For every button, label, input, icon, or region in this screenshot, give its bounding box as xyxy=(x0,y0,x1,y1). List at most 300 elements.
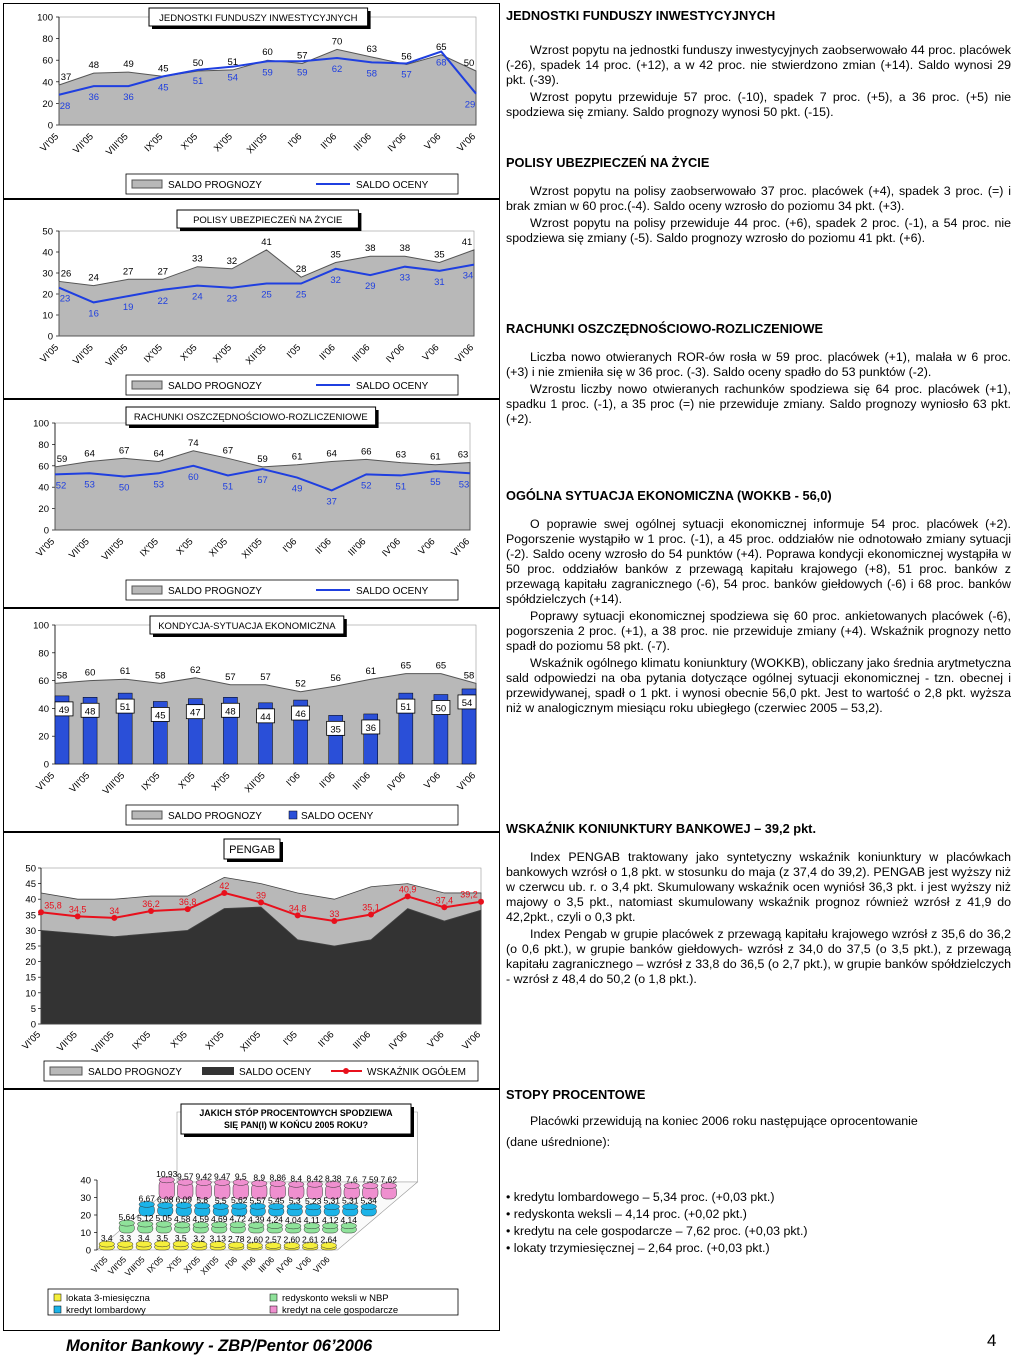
data-label-prognoza: 49 xyxy=(123,59,134,71)
list-item: • kredytu lombardowego – 5,34 proc. (+0,03 pkt.) xyxy=(506,1190,775,1204)
x-tick-label: X'05 xyxy=(168,1029,190,1051)
data-label-rate: 2,61 xyxy=(301,1234,319,1245)
data-label-rate: 2,60 xyxy=(246,1234,264,1245)
x-tick-label: VI'06 xyxy=(311,1254,332,1275)
data-label-prognoza: 57 xyxy=(296,50,308,62)
data-label-ocena: 33 xyxy=(399,272,411,284)
data-label-wskaznik: 36,2 xyxy=(142,899,160,910)
data-label-prognoza: 59 xyxy=(56,453,68,465)
data-label-prognoza: 51 xyxy=(227,56,239,68)
data-label-wskaznik: 35,8 xyxy=(44,900,62,911)
data-label-prognoza: 38 xyxy=(364,243,376,255)
x-tick-label: VII'05 xyxy=(105,1254,129,1277)
x-tick-label: V'06 xyxy=(294,1254,314,1274)
data-label-ocena: 49 xyxy=(58,704,70,716)
x-tick-label: XI'05 xyxy=(209,770,233,794)
data-label-rate: 7,59 xyxy=(361,1174,379,1185)
x-tick-label: II'06 xyxy=(316,1029,337,1050)
x-tick-label: IV'06 xyxy=(385,770,408,794)
legend-swatch-prognozy xyxy=(132,381,162,389)
x-tick-label: XII'05 xyxy=(243,342,269,368)
data-label-ocena: 36 xyxy=(365,722,377,734)
data-label-ocena: 60 xyxy=(188,471,199,483)
data-label-ocena: 51 xyxy=(119,702,131,714)
data-label-prognoza: 45 xyxy=(157,63,169,75)
section-ror xyxy=(506,321,1011,429)
data-label-rate: 4,39 xyxy=(247,1214,265,1225)
data-label-prognoza: 67 xyxy=(222,445,234,457)
legend-label: kredyt na cele gospodarcze xyxy=(282,1305,399,1316)
data-label-rate: 2,57 xyxy=(264,1234,282,1245)
data-label-rate: 8,38 xyxy=(324,1173,342,1184)
data-label-ocena: 68 xyxy=(435,57,447,69)
x-tick-label: V'06 xyxy=(425,1029,447,1051)
x-tick-label: IX'05 xyxy=(142,131,166,155)
y-tick-label: 0 xyxy=(43,525,49,537)
data-label-rate: 3,4 xyxy=(137,1233,150,1244)
legend-label: SALDO OCENY xyxy=(356,180,429,191)
chart-title: POLISY UBEZPIECZEŃ NA ŻYCIE xyxy=(193,215,343,226)
x-tick-label: VI'05 xyxy=(89,1254,110,1275)
y-tick-label: 15 xyxy=(25,972,36,984)
data-label-prognoza: 64 xyxy=(153,448,165,460)
y-tick-label: 40 xyxy=(42,77,53,89)
x-tick-label: IX'05 xyxy=(130,1029,154,1053)
x-tick-label: III'06 xyxy=(346,536,369,559)
list-item: • redyskonta weksli – 4,14 proc. (+0,02 pkt.) xyxy=(506,1207,747,1221)
legend-swatch-prognozy xyxy=(132,811,162,819)
section-ogolna xyxy=(506,488,1011,718)
data-label-ocena: 62 xyxy=(331,64,343,76)
data-label-ocena: 23 xyxy=(59,293,71,305)
data-label-rate: 8,9 xyxy=(253,1172,266,1183)
x-tick-label: I'06 xyxy=(280,536,300,555)
x-tick-label: I'06 xyxy=(284,770,303,789)
data-label-ocena: 54 xyxy=(227,72,239,84)
x-tick-label: VIII'05 xyxy=(104,131,131,158)
legend-label: SALDO PROGNOZY xyxy=(168,180,262,191)
paragraph: Placówki przewidują na koniec 2006 roku następujące oprocentowanie xyxy=(530,1114,918,1128)
x-tick-label: IX'05 xyxy=(139,770,163,794)
data-label-ocena: 49 xyxy=(291,483,303,495)
x-tick-label: XII'05 xyxy=(242,770,268,796)
y-tick-label: 80 xyxy=(38,648,49,660)
data-label-ocena: 19 xyxy=(122,302,134,314)
data-label-rate: 5,05 xyxy=(155,1213,173,1224)
y-tick-label: 100 xyxy=(33,418,49,430)
data-label-rate: 4,11 xyxy=(303,1214,320,1225)
data-label-wskaznik: 34,5 xyxy=(68,904,87,915)
data-label-ocena: 51 xyxy=(400,702,412,714)
data-label-wskaznik: 39,2 xyxy=(460,889,478,900)
y-tick-label: 30 xyxy=(42,268,53,280)
y-tick-label: 50 xyxy=(25,863,36,875)
data-label-ocena: 52 xyxy=(55,480,67,492)
data-label-rate: 5,8 xyxy=(196,1194,209,1205)
data-label-ocena: 50 xyxy=(435,703,447,715)
y-tick-label: 40 xyxy=(42,247,53,259)
x-tick-label: I'06 xyxy=(285,131,305,150)
x-tick-label: VII'05 xyxy=(67,770,93,796)
x-tick-label: VI'06 xyxy=(453,342,477,366)
section-title: STOPY PROCENTOWE xyxy=(506,1087,646,1102)
section-stopy xyxy=(506,1087,1011,1258)
data-label-prognoza: 57 xyxy=(225,671,236,683)
chart-title: PENGAB xyxy=(229,844,275,856)
data-label-wskaznik: 34 xyxy=(109,905,120,916)
paragraph: Index Pengab w grupie placówek z przewagą kapitału krajowego wzrósł z 35,6 do 36,2 (o 0,6 pkt.), w grupie banków giełdowych- wzrósł z 34,0 do 37,5 (o 3,5 pkt.), z przewagą kapitału zagranicznego – wzrósł z 33,8 do 36,5 (o 2,7 pkt.), w grupie banków spółdzielczych - wzrósł z 48,4 do 50,2 (o 1,8 pkt.). xyxy=(506,927,1011,986)
y-tick-label: 0 xyxy=(43,759,49,771)
y-tick-label: 20 xyxy=(42,289,53,301)
x-tick-label: V'06 xyxy=(422,770,444,792)
x-tick-label: VI'05 xyxy=(34,770,58,794)
data-label-ocena: 22 xyxy=(157,295,169,307)
data-label-rate: 9,57 xyxy=(176,1171,194,1182)
data-label-wskaznik: 40,9 xyxy=(398,884,417,895)
paragraph: Poprawy sytuacji ekonomicznej spodziewa się 60 proc. ankietowanych placówek (-6), pogorszenia 2 proc. (+1), a 38 proc. nie przewiduje zmiany (+4). Wskaźnik prognozy netto spadł do poziomu 58 pkt. (-7). xyxy=(506,609,1011,653)
data-label-ocena: 31 xyxy=(434,276,445,288)
chart-panel-rates xyxy=(3,1089,500,1331)
data-label-wskaznik: 35,1 xyxy=(362,902,380,913)
data-label-ocena: 57 xyxy=(401,69,412,81)
data-label-ocena: 53 xyxy=(84,479,95,491)
y-tick-label: 0 xyxy=(85,1245,91,1257)
x-tick-label: VIII'05 xyxy=(89,1029,117,1056)
data-label-prognoza: 58 xyxy=(154,670,166,682)
data-label-ocena: 36 xyxy=(123,92,134,104)
wskaznik-point xyxy=(38,909,44,915)
data-label-ocena: 55 xyxy=(430,477,441,489)
data-label-prognoza: 50 xyxy=(463,58,475,69)
y-tick-label: 40 xyxy=(25,894,36,906)
data-label-rate: 4,72 xyxy=(229,1213,247,1224)
data-label-rate: 4,04 xyxy=(284,1214,302,1225)
data-label-prognoza: 64 xyxy=(326,448,337,460)
x-tick-label: IV'06 xyxy=(386,1029,410,1053)
data-label-wskaznik: 37,4 xyxy=(435,895,454,906)
x-tick-label: VI'05 xyxy=(38,342,62,366)
x-tick-label: XII'05 xyxy=(238,1029,264,1055)
data-label-ocena: 48 xyxy=(225,706,236,718)
data-label-rate: 9,47 xyxy=(213,1171,231,1182)
x-tick-label: V'06 xyxy=(420,342,442,364)
data-label-rate: 2,78 xyxy=(227,1234,245,1245)
legend-swatch-prognozy xyxy=(132,180,162,188)
x-tick-label: VII'05 xyxy=(66,536,92,562)
data-label-prognoza: 60 xyxy=(84,667,96,679)
x-tick-label: X'05 xyxy=(179,131,201,153)
data-label-prognoza: 61 xyxy=(291,451,303,463)
x-tick-label: VIII'05 xyxy=(100,770,128,797)
data-label-rate: 7,6 xyxy=(345,1174,358,1185)
data-label-prognoza: 58 xyxy=(56,670,68,682)
section-title: OGÓLNA SYTUACJA EKONOMICZNA (WOKKB - 56,0) xyxy=(506,488,832,503)
data-label-prognoza: 64 xyxy=(84,448,95,460)
legend-swatch xyxy=(54,1306,61,1313)
y-tick-label: 80 xyxy=(38,439,49,451)
legend-label: SALDO OCENY xyxy=(239,1067,312,1078)
data-label-prognoza: 32 xyxy=(226,255,238,267)
x-tick-label: VI'06 xyxy=(460,1029,484,1053)
section-title: POLISY UBEZPIECZEŃ NA ŻYCIE xyxy=(506,155,710,170)
x-tick-label: VIII'05 xyxy=(99,536,127,563)
y-tick-label: 100 xyxy=(33,620,49,632)
legend-swatch-prognozy xyxy=(132,586,162,594)
y-tick-label: 10 xyxy=(25,988,36,1000)
x-tick-label: IV'06 xyxy=(380,536,403,560)
data-label-rate: 5,31 xyxy=(341,1195,359,1206)
legend-swatch-oceny xyxy=(289,811,297,819)
data-label-ocena: 59 xyxy=(262,67,273,79)
y-tick-label: 100 xyxy=(37,12,53,24)
chart-title: JEDNOSTKI FUNDUSZY INWESTYCYJNYCH xyxy=(159,13,358,24)
data-label-prognoza: 63 xyxy=(366,43,378,55)
x-tick-label: I'05 xyxy=(281,1029,300,1048)
y-tick-label: 0 xyxy=(47,331,53,343)
section-title: WSKAŹNIK KONIUNKTURY BANKOWEJ – 39,2 pkt. xyxy=(506,821,816,836)
y-tick-label: 40 xyxy=(38,703,49,715)
x-tick-label: XII'05 xyxy=(244,131,270,157)
legend-label: SALDO PROGNOZY xyxy=(168,811,262,822)
legend-label: SALDO OCENY xyxy=(301,811,374,822)
wskaznik-point xyxy=(478,899,484,905)
data-label-rate: 7,62 xyxy=(380,1174,398,1185)
x-tick-label: I'06 xyxy=(222,1254,240,1271)
x-tick-label: VI'06 xyxy=(455,770,479,794)
data-label-rate: 2,60 xyxy=(283,1234,301,1245)
legend-label: SALDO PROGNOZY xyxy=(168,586,262,597)
data-label-prognoza: 27 xyxy=(122,266,134,278)
chart-panel-jfi xyxy=(3,3,500,199)
legend-label: SALDO PROGNOZY xyxy=(168,381,262,392)
data-label-ocena: 25 xyxy=(261,289,272,301)
data-label-ocena: 34 xyxy=(462,270,474,282)
legend-swatch xyxy=(270,1306,277,1313)
y-tick-label: 80 xyxy=(42,34,53,46)
x-tick-label: II'06 xyxy=(313,536,334,557)
data-label-rate: 5,45 xyxy=(267,1195,285,1206)
chart-title: RACHUNKI OSZCZĘDNOŚCIOWO-ROZLICZENIOWE xyxy=(133,412,368,423)
chart-title: JAKICH STÓP PROCENTOWYCH SPODZIEWA xyxy=(199,1108,393,1118)
paragraph: Liczba nowo otwieranych ROR-ów rosła w 59 proc. placówek (+1), malała w 6 proc. (+3) i nie zmieniła się w 36 proc. (-3). Saldo oceny spadło do 53 punktów (-2). xyxy=(506,350,1011,379)
legend-swatch-oceny xyxy=(202,1067,234,1075)
x-tick-label: XI'05 xyxy=(211,342,235,366)
data-label-rate: 3,5 xyxy=(156,1232,169,1243)
y-tick-label: 40 xyxy=(38,482,49,494)
y-tick-label: 20 xyxy=(38,504,49,516)
chart-kondycja xyxy=(4,609,501,833)
data-label-rate: 4,12 xyxy=(321,1214,339,1225)
chart-ror xyxy=(4,400,501,609)
data-label-ocena: 51 xyxy=(192,75,204,87)
x-tick-label: III'06 xyxy=(350,1029,374,1052)
y-tick-label: 60 xyxy=(38,461,49,473)
chart-panel-ror xyxy=(3,399,500,608)
data-label-ocena: 58 xyxy=(366,68,378,80)
data-label-rate: 5,62 xyxy=(230,1195,248,1206)
data-label-prognoza: 24 xyxy=(88,272,99,284)
data-label-wskaznik: 36,8 xyxy=(178,897,197,908)
paragraph: Wskaźnik ogólnego klimatu koniunktury (WOKKB), obliczany jako średnia arytmetyczna sald odpowiedzi na oba pytania dotyczące ogólnej sytuacji ekonomicznej - tzn. obecnej i przewidywanej, spadł o 1 pkt. i wynosi obecnie 56,0 pkt. Jest to wartość o 2,8 pkt. wyższa niż w analogicznym miesiącu roku ubiegłego (czerwiec 2005 – 53,2). xyxy=(506,656,1011,715)
paragraph: O poprawie swej ogólnej sytuacji ekonomicznej informuje 54 proc. placówek (+2). Pogorszenie wystąpiło w 1 proc. (-1), a 45 proc. oddziałów nie odnotowało zmiany sytuacji (-2). Saldo oceny wzrosło do 54 punktów (+4). Poprawa kondycji ekonomicznej wystąpiła w 50 proc. oddziałów banków z przewagą kapitału krajowego (+8), 51 proc. banków z przewagą kapitału zagranicznego (-6), 54 proc. banków giełdowych (-6) i 68 proc. banków spółdzielczych (+14). xyxy=(506,517,1011,606)
data-label-ocena: 29 xyxy=(464,99,476,111)
x-tick-label: V'06 xyxy=(416,536,438,558)
data-label-prognoza: 65 xyxy=(435,41,447,53)
legend-marker xyxy=(343,1068,349,1074)
data-label-rate: 2,64 xyxy=(320,1234,338,1245)
data-label-ocena: 47 xyxy=(190,707,201,719)
chart-panel-pengab xyxy=(3,832,500,1089)
data-label-ocena: 37 xyxy=(326,496,337,508)
data-label-rate: 6,08 xyxy=(156,1194,174,1205)
data-label-prognoza: 61 xyxy=(430,451,441,463)
data-label-rate: 10,93 xyxy=(156,1168,178,1179)
x-tick-label: II'06 xyxy=(318,131,340,152)
x-tick-label: IX'05 xyxy=(141,342,165,366)
x-tick-label: X'05 xyxy=(178,342,200,364)
data-label-ocena: 28 xyxy=(59,100,71,112)
data-label-rate: 5,34 xyxy=(360,1195,378,1206)
y-tick-label: 20 xyxy=(80,1210,91,1222)
x-tick-label: VI'05 xyxy=(20,1029,44,1053)
x-tick-label: IV'06 xyxy=(385,131,409,155)
data-label-prognoza: 41 xyxy=(461,236,473,248)
chart-jfi xyxy=(4,4,501,200)
data-label-rate: 3,13 xyxy=(209,1233,227,1244)
data-label-rate: 3,2 xyxy=(193,1233,206,1244)
x-tick-label: VI'05 xyxy=(34,536,58,560)
data-label-prognoza: 70 xyxy=(331,36,343,48)
x-tick-label: X'05 xyxy=(164,1254,184,1274)
paragraph: Wzrost popytu na polisy przewiduje 44 proc. (+6), spadek 2 proc. (-1), a 54 proc. nie spodziewa się zmiany (-5). Saldo prognozy wzrosło do poziomu 41 pkt. (+6). xyxy=(506,216,1011,245)
data-label-wskaznik: 33 xyxy=(329,909,340,920)
x-tick-label: III'06 xyxy=(350,770,373,793)
paragraph: Wzrost popytu przewiduje 57 proc. (-10), spadek 7 proc. (+5), a 36 proc. (+5) nie spodziewa się zmiany. Saldo prognozy wynosi 50 pkt. (-15). xyxy=(506,90,1011,119)
data-label-ocena: 23 xyxy=(226,293,238,305)
list-item: • kredytu na cele gospodarcze – 7,62 proc. (+0,03 pkt.) xyxy=(506,1224,808,1238)
chart-title: SIĘ PAN(I) W KOŃCU 2005 ROKU? xyxy=(223,1120,369,1130)
x-tick-label: IX'05 xyxy=(137,536,161,560)
y-tick-label: 20 xyxy=(25,957,36,969)
chart-title: KONDYCJA-SYTUACJA EKONOMICZNA xyxy=(158,621,336,632)
data-label-wskaznik: 34,8 xyxy=(288,903,307,914)
data-label-prognoza: 37 xyxy=(60,72,72,84)
chart-polisy xyxy=(4,200,501,400)
data-label-prognoza: 56 xyxy=(330,673,341,685)
data-label-rate: 8,4 xyxy=(290,1173,303,1184)
data-label-ocena: 52 xyxy=(360,480,372,492)
x-tick-label: VI'06 xyxy=(449,536,473,560)
paragraph: Index PENGAB traktowany jako syntetyczny wskaźnik koniunktury w placówkach bankowych wzrósł o 1,8 pkt. w stosunku do maja (z 37,4 do 39,2). PENGAB jest wyższy niż w czerwcu ub. r. o 3,4 pkt. Skumulowany wskaźnik ocen wyniósł 36,3 pkt. i jest wyższy niż majowy o 3,5 pkt., natomiast skumulowany wskaźnik prognoz również wzrósł z 41,9 do 42,2pkt., czyli o 0,3 pkt. xyxy=(506,850,1011,924)
data-label-ocena: 59 xyxy=(296,67,308,79)
section-jfi xyxy=(506,8,1011,122)
rates-list xyxy=(506,1190,1011,1256)
data-label-ocena: 36 xyxy=(88,92,100,104)
paragraph: Wzrostu liczby nowo otwieranych rachunków spodziewa się 64 proc. placówek (+1), spadku 1 proc. (-1), a 35 proc (=) nie przewiduje zmiany. Saldo prognozy wyniosło 63 pkt. (+2). xyxy=(506,382,1011,426)
legend-label: redyskonto weksli w NBP xyxy=(282,1293,389,1304)
data-label-rate: 6,67 xyxy=(138,1193,156,1204)
paragraph: (dane uśrednione): xyxy=(506,1135,611,1149)
data-label-rate: 8,86 xyxy=(269,1172,287,1183)
y-tick-label: 10 xyxy=(80,1228,91,1239)
paragraph: Wzrost popytu na jednostki funduszy inwestycyjnych zaobserwowało 44 proc. placówek (-26), spadek 14 proc. (+12), a w 42 proc. nie stwierdzono zmian (+14). Saldo wynosi 29 pkt. (-39). xyxy=(506,43,1011,87)
data-label-ocena: 29 xyxy=(364,281,376,293)
data-label-prognoza: 33 xyxy=(192,253,203,265)
page-footer: Monitor Bankowy - ZBP/Pentor 06’2006 xyxy=(66,1337,373,1355)
data-label-prognoza: 57 xyxy=(260,671,271,683)
legend-label: kredyt lombardowy xyxy=(66,1305,146,1316)
data-label-ocena: 24 xyxy=(192,291,203,303)
data-label-rate: 6,09 xyxy=(175,1194,193,1205)
data-label-ocena: 48 xyxy=(84,706,96,718)
data-label-prognoza: 27 xyxy=(157,266,169,278)
data-label-prognoza: 74 xyxy=(188,437,199,449)
section-polisy xyxy=(506,155,1011,248)
data-label-rate: 4,14 xyxy=(340,1214,358,1225)
x-tick-label: VIII'05 xyxy=(122,1254,147,1279)
x-tick-label: II'06 xyxy=(239,1254,258,1273)
y-tick-label: 45 xyxy=(25,879,36,891)
x-tick-label: VI'05 xyxy=(38,131,62,155)
data-label-rate: 9,42 xyxy=(195,1171,213,1182)
data-label-ocena: 44 xyxy=(260,711,271,723)
data-label-ocena: 57 xyxy=(257,475,268,487)
x-tick-label: XI'05 xyxy=(211,131,235,155)
legend-swatch-prognozy xyxy=(50,1067,82,1075)
data-label-prognoza: 62 xyxy=(190,664,201,676)
chart-pengab xyxy=(4,833,501,1090)
data-label-prognoza: 65 xyxy=(400,660,412,672)
y-tick-label: 35 xyxy=(25,910,36,922)
data-label-rate: 5,64 xyxy=(118,1212,136,1223)
data-label-ocena: 45 xyxy=(154,710,166,722)
x-tick-label: VII'05 xyxy=(71,131,96,157)
data-label-prognoza: 41 xyxy=(261,236,272,248)
x-tick-label: II'06 xyxy=(317,342,338,363)
data-label-rate: 3,5 xyxy=(174,1232,187,1243)
legend-label: SALDO OCENY xyxy=(356,381,429,392)
y-tick-label: 0 xyxy=(30,1019,36,1031)
data-label-rate: 4,69 xyxy=(210,1213,228,1224)
data-label-prognoza: 50 xyxy=(192,58,204,69)
chart-panel-polisy xyxy=(3,199,500,399)
data-label-prognoza: 35 xyxy=(434,249,445,261)
list-item: • lokaty trzymiesięcznej – 2,64 proc. (+0,03 pkt.) xyxy=(506,1241,770,1255)
chart-rates xyxy=(4,1090,501,1332)
data-label-ocena: 46 xyxy=(295,709,306,721)
data-label-ocena: 50 xyxy=(118,482,130,494)
x-tick-label: X'05 xyxy=(174,536,196,558)
data-label-prognoza: 61 xyxy=(365,666,377,678)
y-tick-label: 50 xyxy=(42,226,53,238)
section-title: RACHUNKI OSZCZĘDNOŚCIOWO-ROZLICZENIOWE xyxy=(506,321,824,336)
data-label-rate: 5,12 xyxy=(136,1213,154,1224)
data-label-rate: 5,5 xyxy=(214,1195,227,1206)
x-tick-label: II'06 xyxy=(317,770,338,791)
chart-panel-kondycja xyxy=(3,608,500,832)
data-label-prognoza: 61 xyxy=(119,666,131,678)
data-label-rate: 5,3 xyxy=(288,1195,301,1206)
x-tick-label: VII'05 xyxy=(55,1029,80,1055)
data-label-rate: 9,5 xyxy=(234,1171,247,1182)
page-number: 4 xyxy=(987,1331,997,1350)
x-tick-label: XI'05 xyxy=(203,1029,227,1053)
data-label-wskaznik: 39 xyxy=(255,890,267,901)
data-label-ocena: 45 xyxy=(157,82,169,94)
data-label-prognoza: 52 xyxy=(295,678,306,690)
section-title: JEDNOSTKI FUNDUSZY INWESTYCYJNYCH xyxy=(506,8,776,23)
x-tick-label: III'06 xyxy=(351,131,374,154)
